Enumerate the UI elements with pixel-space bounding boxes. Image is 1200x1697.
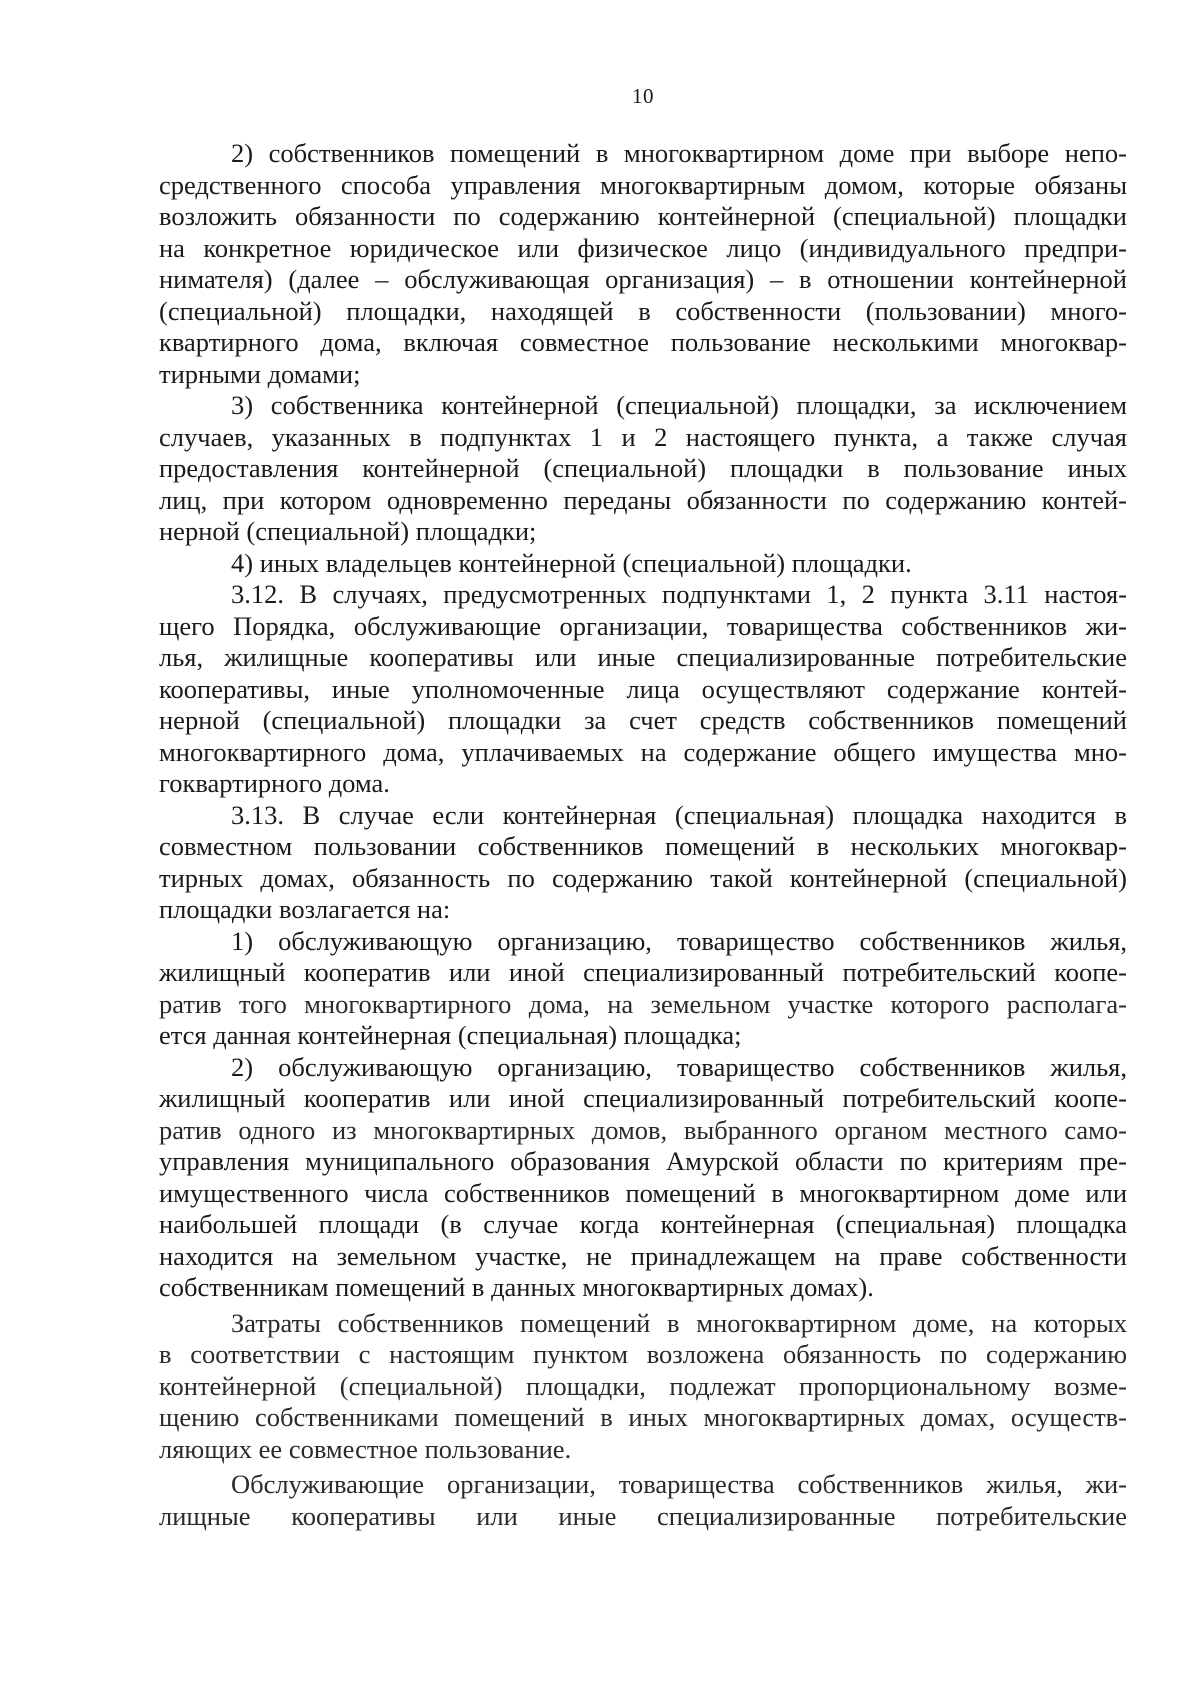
paragraph-item-2-owners xyxy=(159,138,1127,390)
text-line: возложить обязанности по содержанию контейнерной (специальной) площадки xyxy=(159,201,1127,231)
text-line: нимателя) (далее – обслуживающая организация) – в отношении контейнерной xyxy=(159,264,1127,294)
text-line: Затраты собственников помещений в многоквартирном доме, на которых xyxy=(231,1307,1127,1338)
page-number: 10 xyxy=(632,84,654,108)
text-line: 3) собственника контейнерной (специальной) площадки, за исключением xyxy=(231,390,1127,420)
text-line: лищные кооперативы или иные специализированные потребительские xyxy=(159,1500,1127,1531)
paragraph-item-3-owner xyxy=(159,390,1127,548)
text-line: тирных домах, обязанность по содержанию такой контейнерной (специальной) xyxy=(159,862,1127,893)
text-line: лья, жилищные кооперативы или иные специализированные потребительские xyxy=(159,642,1127,672)
paragraph-costs xyxy=(159,1308,1127,1466)
text-line: 3.12. В случаях, предусмотренных подпунктами 1, 2 пункта 3.11 настоя- xyxy=(231,579,1127,609)
text-line: кооперативы, иные уполномоченные лица осуществляют содержание контей- xyxy=(159,673,1127,704)
text-line: ется данная контейнерная (специальная) площадка; xyxy=(159,1020,742,1050)
paragraph-item-4-other-owners xyxy=(159,548,1127,580)
text-line: щению собственниками помещений в иных многоквартирных домах, осуществ- xyxy=(159,1402,1127,1432)
text-line: 2) собственников помещений в многоквартирном доме при выборе непо- xyxy=(231,138,1127,168)
text-line: случаев, указанных в подпунктах 1 и 2 настоящего пункта, а также случая xyxy=(159,421,1127,452)
paragraph-service-organizations xyxy=(159,1469,1127,1532)
text-line: лиц, при котором одновременно переданы обязанности по содержанию контей- xyxy=(159,484,1127,515)
text-line: находится на земельном участке, не принадлежащем на праве собственности xyxy=(159,1240,1127,1271)
text-line: ляющих ее совместное пользование. xyxy=(159,1433,572,1464)
paragraph-3-13 xyxy=(159,800,1127,926)
paragraph-3-12 xyxy=(159,579,1127,800)
text-line: контейнерной (специальной) площадки, подлежат пропорциональному возме- xyxy=(159,1370,1127,1401)
text-line: жилищный кооператив или иной специализированный потребительский коопе- xyxy=(159,957,1127,987)
text-line: квартирного дома, включая совместное пользование несколькими многоквар- xyxy=(159,327,1127,357)
text-line: на конкретное юридическое или физическое лицо (индивидуального предпри- xyxy=(159,232,1127,263)
paragraph-3-13-item-2 xyxy=(159,1052,1127,1304)
text-line: многоквартирного дома, уплачиваемых на содержание общего имущества мно- xyxy=(159,736,1127,767)
text-line: ратив одного из многоквартирных домов, выбранного органом местного само- xyxy=(159,1114,1127,1145)
text-line: собственникам помещений в данных многоквартирных домах). xyxy=(159,1272,874,1302)
text-line: 4) иных владельцев контейнерной (специальной) площадки. xyxy=(231,547,912,578)
text-line: жилищный кооператив или иной специализированный потребительский коопе- xyxy=(159,1083,1127,1113)
text-line: площадки возлагается на: xyxy=(159,894,451,924)
text-line: 1) обслуживающую организацию, товарищество собственников жилья, xyxy=(231,925,1127,956)
text-line: в соответствии с настоящим пунктом возложена обязанность по содержанию xyxy=(159,1339,1127,1369)
text-line: ратив того многоквартирного дома, на земельном участке которого располага- xyxy=(159,988,1127,1019)
document-body xyxy=(159,138,1127,1532)
text-line: 3.13. В случае если контейнерная (специальная) площадка находится в xyxy=(231,799,1127,830)
paragraph-3-13-item-1 xyxy=(159,926,1127,1052)
text-line: предоставления контейнерной (специальной) площадки в пользование иных xyxy=(159,453,1127,483)
text-line: 2) обслуживающую организацию, товарищество собственников жилья, xyxy=(231,1051,1127,1082)
text-line: гоквартирного дома. xyxy=(159,768,390,798)
text-line: имущественного числа собственников помещений в многоквартирном доме или xyxy=(159,1177,1127,1208)
text-line: средственного способа управления многоквартирным домом, которые обязаны xyxy=(159,169,1127,200)
text-line: наибольшей площади (в случае когда контейнерная (специальная) площадка xyxy=(159,1209,1127,1239)
text-line: нерной (специальной) площадки; xyxy=(159,516,537,546)
text-line: Обслуживающие организации, товарищества собственников жилья, жи- xyxy=(231,1469,1127,1499)
text-line: (специальной) площадки, находящей в собственности (пользовании) много- xyxy=(159,295,1127,326)
text-line: щего Порядка, обслуживающие организации, товарищества собственников жи- xyxy=(159,610,1127,641)
text-line: управления муниципального образования Амурской области по критериям пре- xyxy=(159,1146,1127,1176)
text-line: нерной (специальной) площадки за счет средств собственников помещений xyxy=(159,705,1127,735)
text-line: совместном пользовании собственников помещений в нескольких многоквар- xyxy=(159,831,1127,861)
text-line: тирными домами; xyxy=(159,358,361,389)
